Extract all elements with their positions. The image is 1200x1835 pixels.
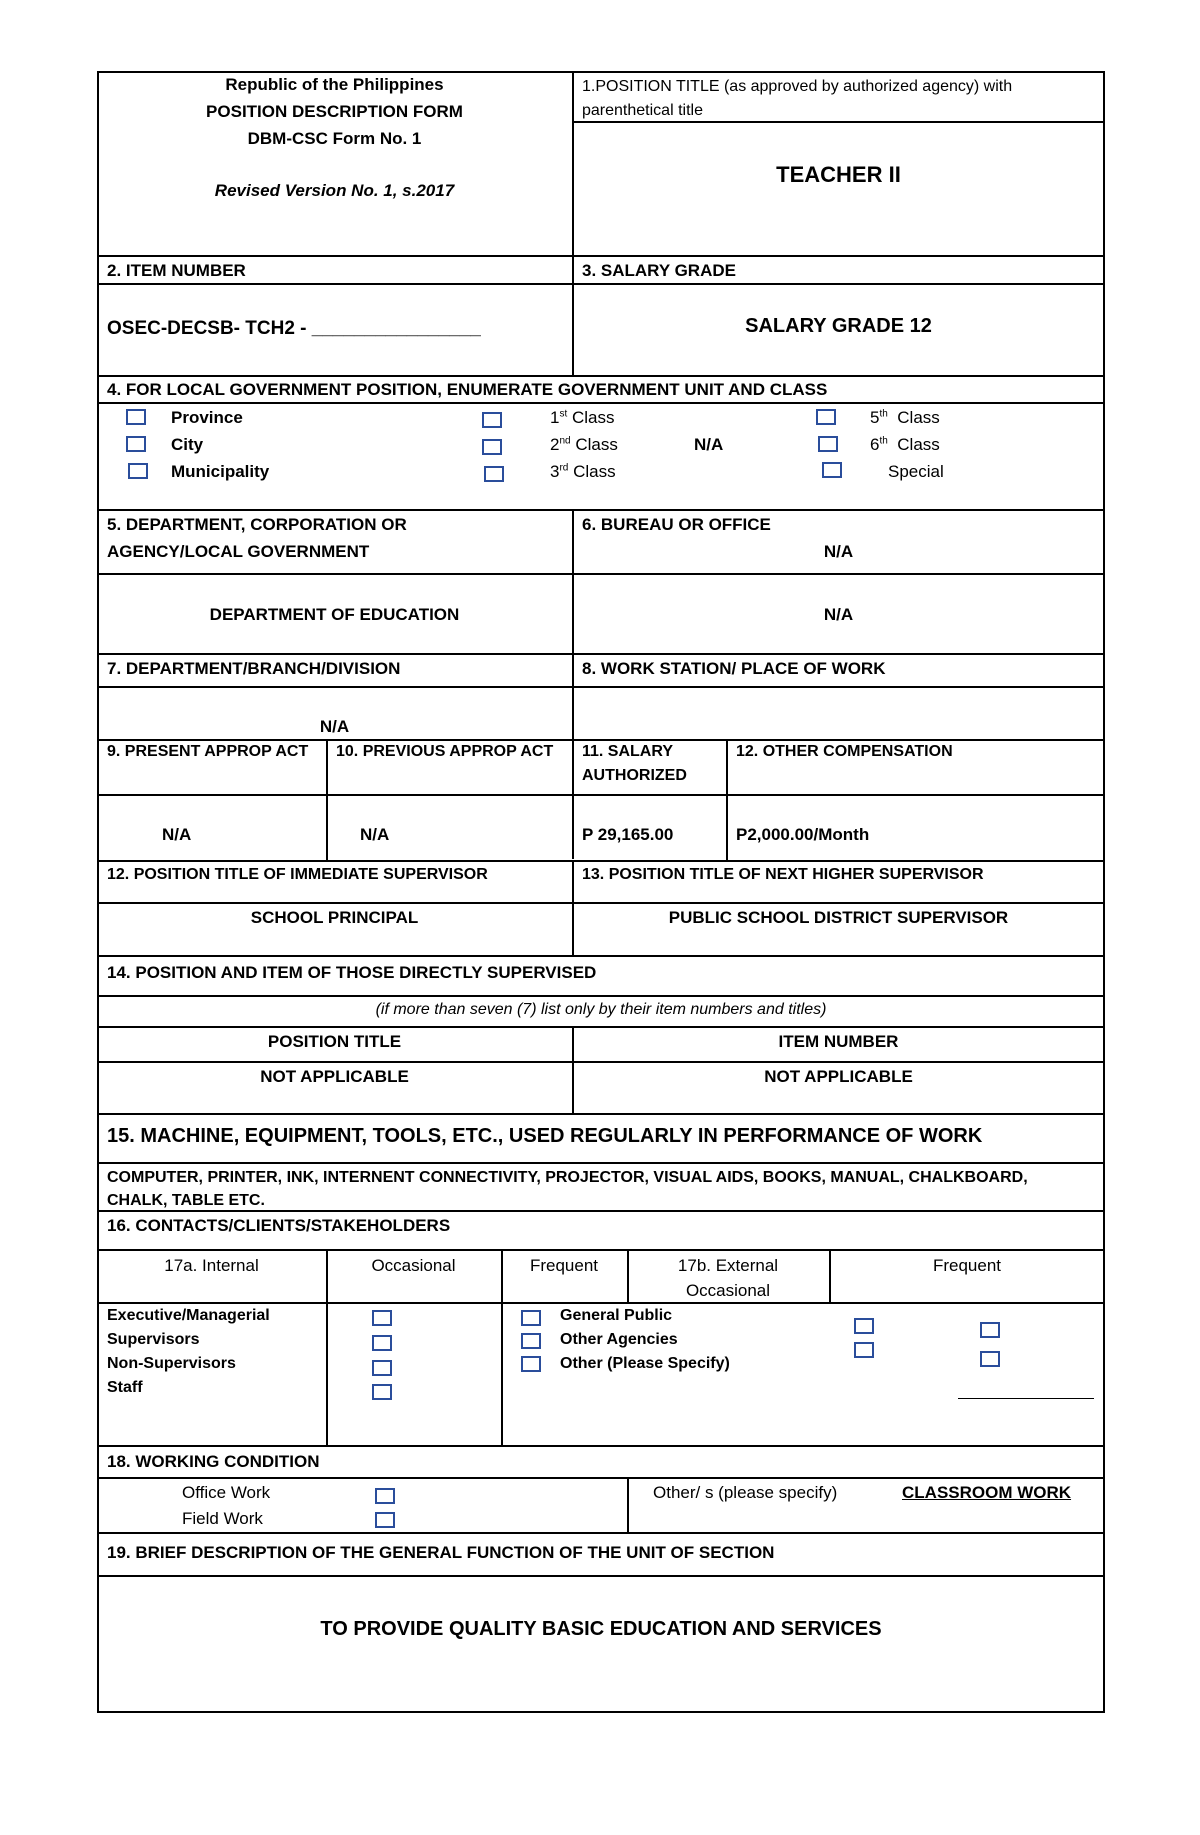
divider	[97, 1249, 1105, 1251]
divider	[97, 1532, 1105, 1534]
salary-authorized-label-2: AUTHORIZED	[582, 767, 687, 784]
internal-non-supervisors: Non-Supervisors	[107, 1355, 236, 1372]
local-gov-value: N/A	[694, 435, 724, 454]
specify-line[interactable]	[958, 1398, 1094, 1399]
divider	[97, 375, 1105, 377]
external-occasional-checkbox-2[interactable]	[854, 1342, 874, 1358]
divider	[97, 955, 1105, 957]
divider	[97, 402, 1105, 404]
supervised-position-value: NOT APPLICABLE	[260, 1067, 409, 1086]
divider	[97, 1113, 1105, 1115]
divider	[97, 1445, 1105, 1447]
item-number-value: OSEC-DECSB- TCH2 - ________________	[107, 318, 481, 339]
divider	[326, 1249, 328, 1445]
position-title-label: 1.POSITION TITLE (as approved by authorized agency) with parenthetical title	[582, 78, 1013, 119]
other-specify-checkbox[interactable]	[521, 1356, 541, 1372]
supervised-note: (if more than seven (7) list only by their item numbers and titles)	[375, 1001, 827, 1018]
general-function-label: 19. BRIEF DESCRIPTION OF THE GENERAL FUNCTION OF THE UNIT OF SECTION	[107, 1543, 775, 1562]
staff-occasional-checkbox[interactable]	[372, 1384, 392, 1400]
divider	[326, 739, 328, 860]
executive-occasional-checkbox[interactable]	[372, 1310, 392, 1326]
general-public-checkbox[interactable]	[521, 1310, 541, 1326]
previous-approp-value: N/A	[360, 825, 390, 844]
divider	[97, 686, 1105, 688]
other-condition-value: CLASSROOM WORK	[902, 1483, 1072, 1502]
external-general-public: General Public	[560, 1307, 673, 1324]
city-checkbox[interactable]	[126, 436, 146, 452]
external-occasional-checkbox-1[interactable]	[854, 1318, 874, 1334]
divider	[97, 860, 1105, 862]
city-label: City	[171, 435, 204, 454]
province-label: Province	[171, 408, 243, 427]
external-header: 17b. External	[677, 1256, 779, 1275]
bureau-label: 6. BUREAU OR OFFICE	[582, 515, 771, 534]
external-frequent-header: Frequent	[932, 1256, 1002, 1275]
general-function-value: TO PROVIDE QUALITY BASIC EDUCATION AND SERVICES	[320, 1618, 882, 1640]
division-label: 7. DEPARTMENT/BRANCH/DIVISION	[107, 659, 401, 678]
revision-text: Revised Version No. 1, s.2017	[214, 181, 455, 200]
internal-staff: Staff	[107, 1379, 143, 1396]
item-number-column: ITEM NUMBER	[778, 1032, 899, 1051]
supervisors-occasional-checkbox[interactable]	[372, 1335, 392, 1351]
next-supervisor-label: 13. POSITION TITLE OF NEXT HIGHER SUPERVISOR	[582, 866, 984, 883]
other-comp-value: P2,000.00/Month	[736, 825, 870, 844]
previous-approp-label: 10. PREVIOUS APPROP ACT	[336, 743, 554, 760]
external-other-agencies: Other Agencies	[560, 1331, 678, 1348]
class-2-checkbox[interactable]	[482, 439, 502, 455]
supervised-item-value: NOT APPLICABLE	[764, 1067, 913, 1086]
republic-text: Republic of the Philippines	[225, 75, 444, 94]
other-comp-label: 12. OTHER COMPENSATION	[736, 743, 953, 760]
special-label: Special	[888, 462, 944, 481]
class-6-label: 6th Class	[870, 435, 940, 454]
item-number-label: 2. ITEM NUMBER	[107, 261, 246, 280]
department-label-2: AGENCY/LOCAL GOVERNMENT	[107, 542, 370, 561]
local-gov-label: 4. FOR LOCAL GOVERNMENT POSITION, ENUMERATE GOVERNMENT UNIT AND CLASS	[107, 380, 828, 399]
immediate-supervisor-label: 12. POSITION TITLE OF IMMEDIATE SUPERVISOR	[107, 866, 488, 883]
salary-grade-label: 3. SALARY GRADE	[582, 261, 736, 280]
class-1-label: 1st Class	[550, 408, 615, 427]
supervised-label: 14. POSITION AND ITEM OF THOSE DIRECTLY SUPERVISED	[107, 963, 597, 982]
divider	[97, 255, 1105, 257]
province-checkbox[interactable]	[126, 409, 146, 425]
immediate-supervisor-value: SCHOOL PRINCIPAL	[250, 908, 419, 927]
internal-header: 17a. Internal	[164, 1256, 259, 1275]
equipment-value-2: CHALK, TABLE ETC.	[107, 1192, 265, 1209]
field-work-label: Field Work	[182, 1509, 263, 1528]
department-label-1: 5. DEPARTMENT, CORPORATION OR	[107, 515, 407, 534]
municipality-checkbox[interactable]	[128, 463, 148, 479]
divider	[726, 739, 728, 860]
divider	[97, 573, 1105, 575]
other-agencies-checkbox[interactable]	[521, 1333, 541, 1349]
salary-authorized-label-1: 11. SALARY	[582, 743, 673, 760]
divider	[97, 902, 1105, 904]
class-3-label: 3rd Class	[550, 462, 616, 481]
internal-supervisors: Supervisors	[107, 1331, 200, 1348]
class-5-label: 5th Class	[870, 408, 940, 427]
equipment-value-1: COMPUTER, PRINTER, INK, INTERNENT CONNECTIVITY, PROJECTOR, VISUAL AIDS, BOOKS, MANUAL, CHALKBOARD,	[107, 1169, 1028, 1186]
divider	[97, 283, 1105, 285]
special-checkbox[interactable]	[822, 462, 842, 478]
divider	[97, 1302, 1105, 1304]
office-work-label: Office Work	[182, 1483, 271, 1502]
class-3-checkbox[interactable]	[484, 466, 504, 482]
salary-authorized-value: P 29,165.00	[582, 825, 674, 844]
occasional-header: Occasional	[371, 1256, 456, 1275]
equipment-label: 15. MACHINE, EQUIPMENT, TOOLS, ETC., USED REGULARLY IN PERFORMANCE OF WORK	[107, 1125, 983, 1147]
field-work-checkbox[interactable]	[375, 1512, 395, 1528]
position-title-value: TEACHER II	[776, 162, 901, 187]
other-condition-label: Other/ s (please specify)	[653, 1483, 838, 1502]
divider	[97, 1026, 1105, 1028]
bureau-value-top: N/A	[823, 542, 854, 561]
class-1-checkbox[interactable]	[482, 412, 502, 428]
divider	[97, 653, 1105, 655]
non-supervisors-occasional-checkbox[interactable]	[372, 1360, 392, 1376]
present-approp-label: 9. PRESENT APPROP ACT	[107, 743, 309, 760]
divider	[501, 1249, 503, 1445]
salary-grade-value: SALARY GRADE 12	[745, 315, 932, 337]
internal-executive: Executive/Managerial	[107, 1307, 270, 1324]
municipality-label: Municipality	[171, 462, 270, 481]
present-approp-value: N/A	[162, 825, 192, 844]
workstation-label: 8. WORK STATION/ PLACE OF WORK	[582, 659, 886, 678]
external-frequent-checkbox-2[interactable]	[980, 1351, 1000, 1367]
divider	[97, 995, 1105, 997]
class-6-checkbox[interactable]	[818, 436, 838, 452]
divider	[97, 1162, 1105, 1164]
bureau-value: N/A	[823, 605, 854, 624]
working-condition-label: 18. WORKING CONDITION	[107, 1452, 320, 1471]
department-value: DEPARTMENT OF EDUCATION	[209, 605, 460, 624]
divider	[97, 1575, 1105, 1577]
form-number: DBM-CSC Form No. 1	[247, 129, 422, 148]
divider	[97, 1477, 1105, 1479]
contacts-label: 16. CONTACTS/CLIENTS/STAKEHOLDERS	[107, 1216, 451, 1235]
external-frequent-checkbox-1[interactable]	[980, 1322, 1000, 1338]
class-2-label: 2nd Class	[550, 435, 618, 454]
external-other-specify: Other (Please Specify)	[560, 1355, 730, 1372]
external-occasional-header: Occasional	[685, 1281, 771, 1300]
next-supervisor-value: PUBLIC SCHOOL DISTRICT SUPERVISOR	[668, 908, 1009, 927]
class-5-checkbox[interactable]	[816, 409, 836, 425]
divider	[97, 509, 1105, 511]
divider	[97, 1061, 1105, 1063]
division-value: N/A	[319, 717, 350, 736]
form-name: POSITION DESCRIPTION FORM	[206, 102, 463, 121]
divider	[97, 794, 1105, 796]
divider	[627, 1477, 629, 1532]
divider	[97, 739, 1105, 741]
frequent-header: Frequent	[529, 1256, 599, 1275]
office-work-checkbox[interactable]	[375, 1488, 395, 1504]
position-title-column: POSITION TITLE	[267, 1032, 402, 1051]
